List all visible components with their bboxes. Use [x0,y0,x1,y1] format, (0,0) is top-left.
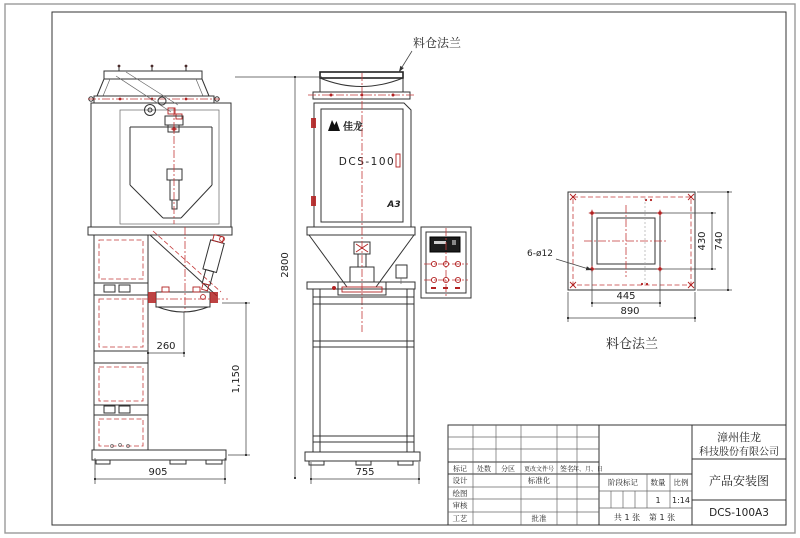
sign-process: 工艺 [452,514,468,523]
sheet-current: 第 1 张 [648,513,676,522]
front-view [305,72,420,465]
dim-flange-opening-height-text: 430 [697,231,708,251]
revision-header-row [453,464,603,473]
drawing-number: DCS-100A3 [709,507,769,519]
rev-header-signature: 签名 [560,465,574,473]
model-label: DCS-100 [338,156,396,168]
sign-check: 审核 [452,501,468,510]
scale-value: 1:14 [672,496,690,505]
stage-qty-scale [608,477,690,522]
dim-discharge-height-text: 1,150 [231,364,242,394]
stage-label: 阶段标记 [608,478,638,487]
dim-front-base-text: 755 [355,467,375,478]
sheet-total: 共 1 张 [613,513,641,522]
flange-detail-label: 料仓法兰 [605,337,659,352]
dim-flange-outer-height-text: 740 [714,231,725,251]
panel-badge: A3 [387,200,401,210]
dim-flange-opening-width-text: 445 [616,291,636,302]
holes-label: 6-ø12 [527,249,553,259]
dim-chute-offset-text: 260 [156,341,176,352]
dimension-flange-opening-height [662,213,716,269]
sign-draw: 绘图 [452,489,468,498]
rev-header-zone: 分区 [501,465,515,473]
dim-side-base-text: 905 [148,467,168,478]
drawing-border [5,4,795,533]
flange-detail-view [568,192,695,290]
title-block [448,425,786,525]
holes-callout [527,249,592,270]
company-name-line1: 漳州佳龙 [717,431,761,444]
dimension-overall-height [235,77,322,478]
scale-label: 比例 [673,478,689,487]
dimension-chute-offset [148,312,184,357]
brand-logo-icon [328,120,340,131]
company-name-line2: 科技股份有限公司 [699,447,779,458]
side-view [88,65,232,464]
top-flange-callout [399,35,461,72]
sign-design: 设计 [452,476,468,485]
rev-header-mark: 标记 [453,465,467,473]
rev-header-docno: 更改文件号 [523,466,555,473]
quantity-label: 数量 [650,478,666,487]
rev-header-count: 处数 [477,465,491,473]
drawing-title: 产品安装图 [708,474,770,488]
company-block [699,430,779,519]
dim-flange-outer-width-text: 890 [620,306,640,317]
dim-overall-height-text: 2800 [280,252,291,278]
control-panel [421,227,471,298]
brand-logo-text: 佳龙 [343,122,363,133]
quantity-value: 1 [655,496,661,505]
top-flange-label: 料仓法兰 [413,36,462,50]
sign-approve: 批准 [531,514,547,523]
sign-standardize: 标准化 [527,476,551,485]
dimension-discharge-height [222,303,250,455]
rev-header-date: 年、月、日 [572,466,604,473]
